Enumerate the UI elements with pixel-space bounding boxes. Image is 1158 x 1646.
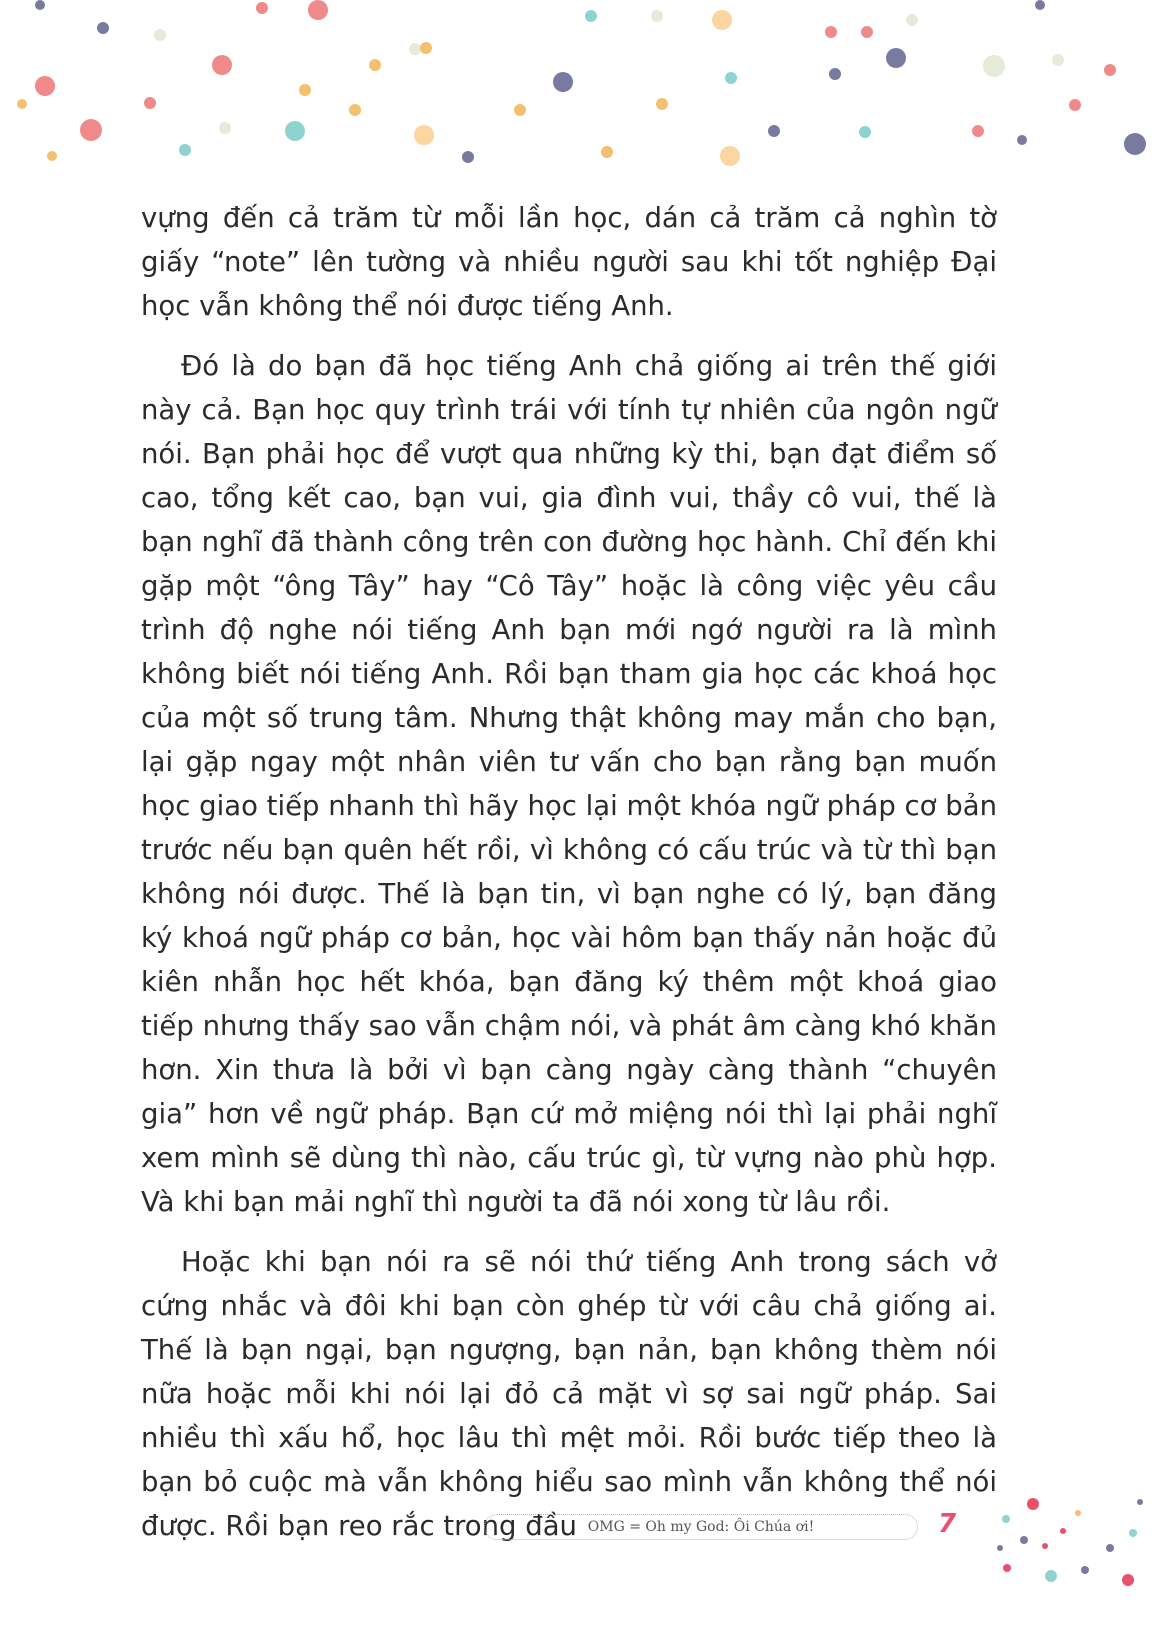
decor-dot xyxy=(1124,133,1146,155)
decor-dot xyxy=(829,68,841,80)
decor-dot xyxy=(651,10,663,22)
decor-dot xyxy=(1052,54,1064,66)
decor-dot xyxy=(349,104,361,116)
decor-dot xyxy=(1106,1544,1114,1552)
decor-dot xyxy=(656,98,668,110)
decor-dot xyxy=(420,42,432,54)
decor-dot xyxy=(601,146,613,158)
decor-dot xyxy=(35,76,55,96)
decor-dot xyxy=(1069,99,1081,111)
decor-dot xyxy=(144,97,156,109)
decor-dot xyxy=(1027,1498,1039,1510)
decor-dot xyxy=(1035,0,1045,10)
decor-dot xyxy=(47,151,57,161)
decor-dot xyxy=(1060,1528,1066,1534)
decor-dot xyxy=(1075,1510,1081,1516)
decor-dot xyxy=(983,55,1005,77)
decor-dot xyxy=(179,144,191,156)
paragraph-2: Đó là do bạn đã học tiếng Anh chả giống ai trên thế giới này cả. Bạn học quy trình trái với tính tự nhiên của ngôn ngữ nói. Bạn phải học để vượt qua những kỳ thi, bạn đạt điểm số cao, tổng kết cao, bạn vui, gia đình vui, thầy cô vui, thế là bạn nghĩ đã thành công trên con đường học hành. Chỉ đến khi gặp một “ông Tây” hay “Cô Tây” hoặc là công việc yêu cầu trình độ nghe nói tiếng Anh bạn mới ngớ người ra là mình không biết nói tiếng Anh. Rồi bạn tham gia học các khoá học của một số trung tâm. Nhưng thật không may mắn cho bạn, lại gặp ngay một nhân viên tư vấn cho bạn rằng bạn muốn học giao tiếp nhanh thì hãy học lại một khóa ngữ pháp cơ bản trước nếu bạn quên hết rồi, vì không có cấu trúc và từ thì bạn không nói được. Thế là bạn tin, vì bạn nghe có lý, bạn đăng ký khoá ngữ pháp cơ bản, học vài hôm bạn thấy nản hoặc đủ kiên nhẫn học hết khóa, bạn đăng ký thêm một khoá giao tiếp nhưng thấy sao vẫn chậm nói, và phát âm càng khó khăn hơn. Xin thưa là bởi vì bạn càng ngày càng thành “chuyên gia” hơn về ngữ pháp. Bạn cứ mở miệng nói thì lại phải nghĩ xem mình sẽ dùng thì nào, cấu trúc gì, từ vựng nào phù hợp. Và khi bạn mải nghĩ thì người ta đã nói xong từ lâu rồi. xyxy=(141,350,997,1218)
decor-dot xyxy=(825,26,837,38)
decor-dot xyxy=(212,55,232,75)
decor-dot xyxy=(1020,1536,1028,1544)
decor-dot xyxy=(553,72,573,92)
decor-dot xyxy=(972,125,984,137)
decor-dot xyxy=(80,119,102,141)
decor-dot xyxy=(219,122,231,134)
decor-dot xyxy=(585,10,597,22)
decor-dot xyxy=(414,125,434,145)
decor-dot xyxy=(906,14,918,26)
decor-dot xyxy=(1003,1564,1011,1572)
decor-dot xyxy=(308,0,328,20)
decor-dot xyxy=(1129,1529,1137,1537)
decor-dot xyxy=(462,151,474,163)
decor-dot xyxy=(97,22,109,34)
paragraph-1: vựng đến cả trăm từ mỗi lần học, dán cả trăm cả nghìn tờ giấy “note” lên tường và nhiều người sau khi tốt nghiệp Đại học vẫn không thể nói được tiếng Anh. xyxy=(141,202,997,322)
decor-dot xyxy=(1017,135,1027,145)
decor-dot xyxy=(1122,1574,1134,1586)
decor-dot xyxy=(1104,64,1116,76)
paragraph-3: Hoặc khi bạn nói ra sẽ nói thứ tiếng Anh trong sách vở cứng nhắc và đôi khi bạn còn ghép từ với câu chả giống ai. Thế là bạn ngại, bạn ngượng, bạn nản, bạn không thèm nói nữa hoặc mỗi khi nói lại đỏ cả mặt vì sợ sai ngữ pháp. Sai nhiều thì xấu hổ, học lâu thì mệt mỏi. Rồi bước tiếp theo là bạn bỏ cuộc mà vẫn không hiểu sao mình vẫn không thể nói được. Rồi bạn reo rắc trong đầu xyxy=(141,1246,997,1542)
decor-dot xyxy=(1081,1566,1089,1574)
decor-dot xyxy=(299,84,311,96)
decor-dot xyxy=(725,72,737,84)
decorative-dots-top xyxy=(0,0,1158,190)
decor-dot xyxy=(886,48,906,68)
decor-dot xyxy=(514,104,526,116)
decor-dot xyxy=(285,121,305,141)
page-number: 7 xyxy=(938,1509,957,1539)
decor-dot xyxy=(409,43,421,55)
footer-note: OMG = Oh my God: Ôi Chúa ơi! xyxy=(484,1514,918,1540)
decor-dot xyxy=(720,146,740,166)
decor-dot xyxy=(1002,1515,1010,1523)
decor-dot xyxy=(256,2,268,14)
decor-dot xyxy=(369,59,381,71)
decor-dot xyxy=(997,1545,1003,1551)
decor-dot xyxy=(1045,1570,1057,1582)
decor-dot xyxy=(1137,1499,1143,1505)
decor-dot xyxy=(861,26,873,38)
decor-dot xyxy=(712,10,732,30)
decor-dot xyxy=(154,29,166,41)
decor-dot xyxy=(859,126,871,138)
decor-dot xyxy=(768,125,780,137)
body-text xyxy=(141,196,997,1564)
decor-dot xyxy=(1042,1543,1048,1549)
decor-dot xyxy=(35,0,45,10)
decor-dot xyxy=(17,99,27,109)
